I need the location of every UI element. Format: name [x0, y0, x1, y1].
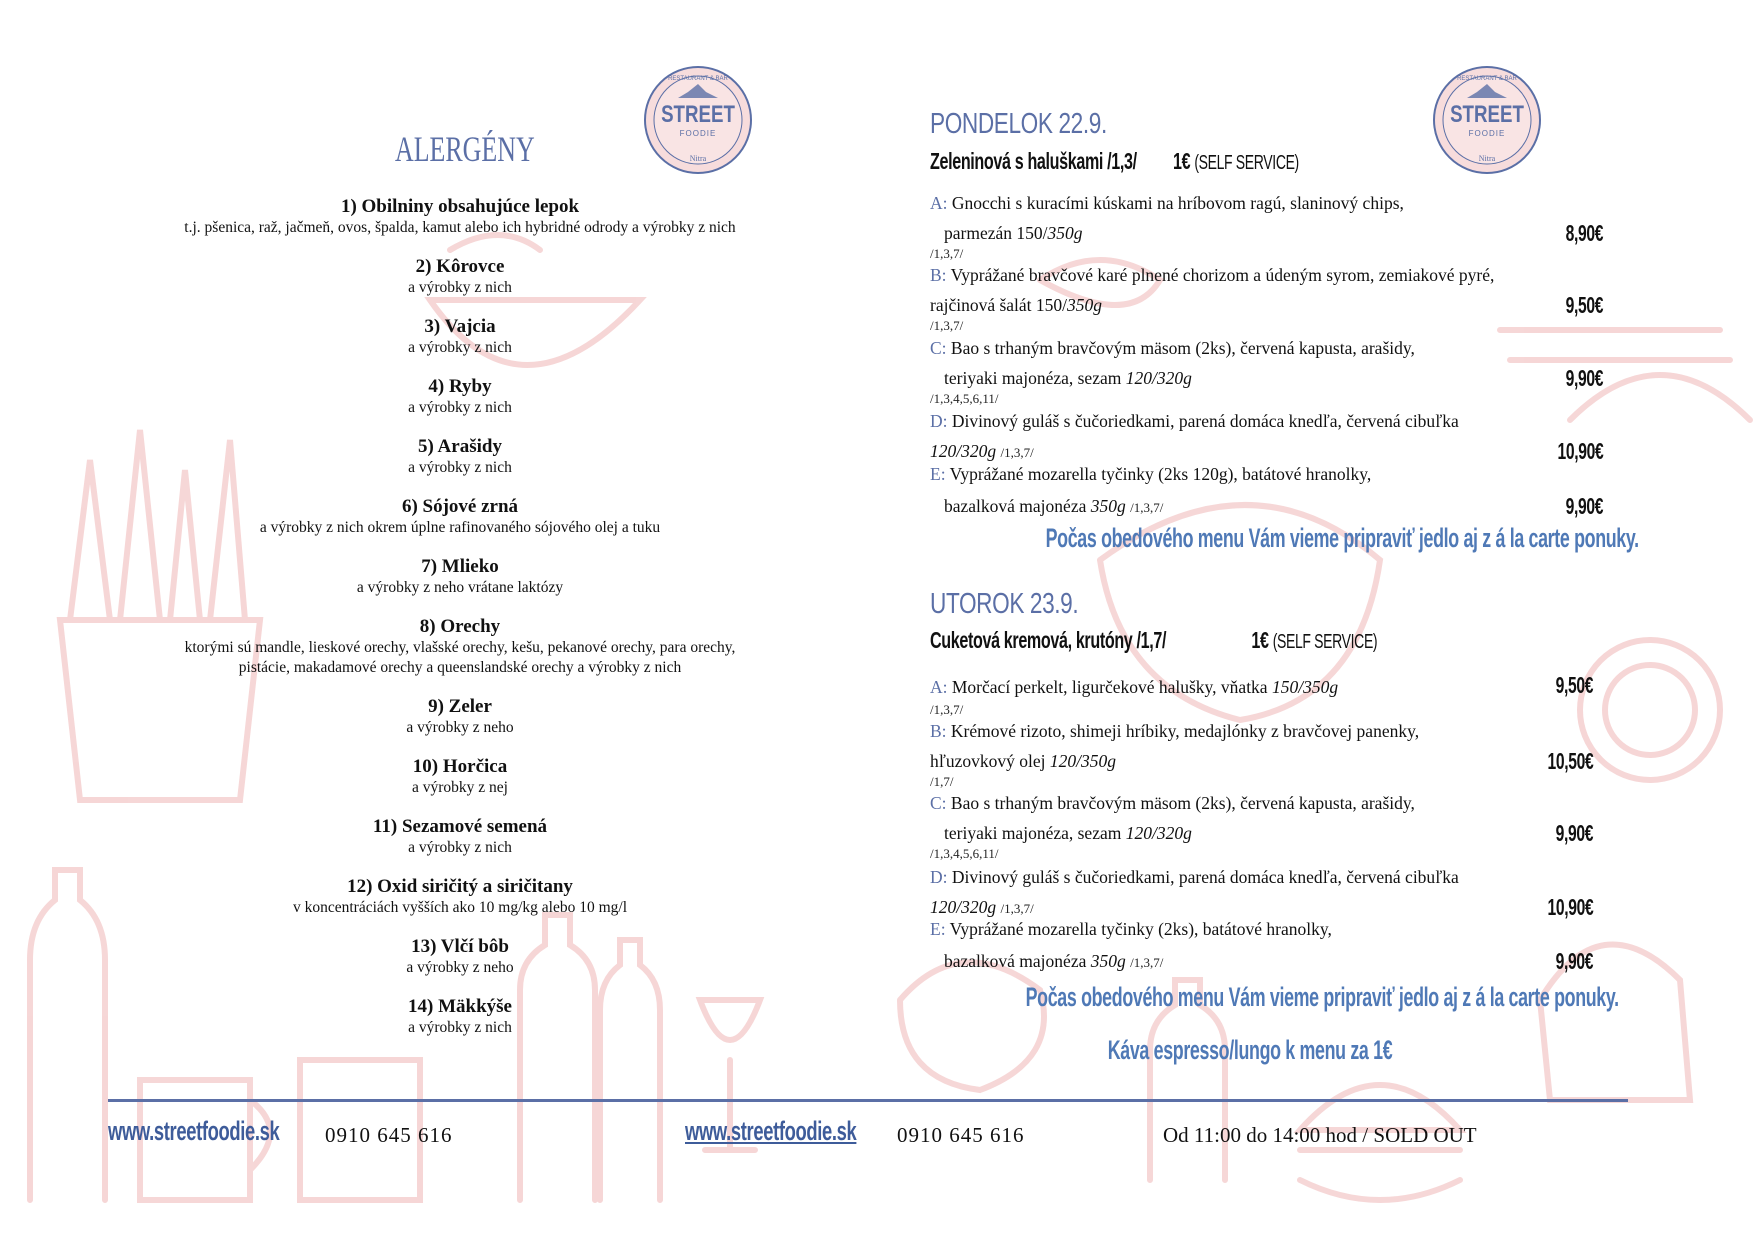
- opening-hours-text: Od 11:00 do 14:00 hod /: [1163, 1123, 1374, 1147]
- dish-allergens: /1,3,7/: [1000, 445, 1034, 460]
- allergen-item: [130, 496, 790, 538]
- dish-price: 9,50€: [1565, 292, 1603, 318]
- dish-description: hľuzovkový olej: [930, 751, 1050, 771]
- dish-line: [930, 720, 1419, 742]
- dish-letter: A:: [930, 677, 948, 697]
- allergen-description: a výrobky z nich: [408, 279, 512, 296]
- tuesday-soup-self-service: (SELF SERVICE): [1272, 631, 1378, 653]
- allergen-description: v koncentráciách vyšších ako 10 mg/kg alebo 10 mg/l: [292, 899, 628, 916]
- dish-letter: C:: [930, 338, 947, 358]
- dish-line: [930, 192, 1404, 214]
- dish-line: [930, 337, 1415, 359]
- dish-weight: 350g: [1067, 295, 1103, 315]
- dish-line-2: [930, 750, 1116, 772]
- dish-line: [930, 463, 1371, 485]
- dish-description: teriyaki majonéza, sezam: [944, 368, 1126, 388]
- allergen-title: 12) Oxid siričitý a siričitany: [347, 876, 573, 897]
- allergen-description: a výrobky z nej: [412, 779, 508, 796]
- allergen-item: [130, 436, 790, 478]
- dish-line-2: [944, 950, 1163, 974]
- dish-name: Vyprážané mozarella tyčinky (2ks 120g), batátové hranolky,: [949, 464, 1372, 484]
- allergen-item: [130, 696, 790, 738]
- dish-letter: D:: [930, 867, 948, 887]
- allergen-title: 2) Kôrovce: [415, 256, 505, 277]
- allergen-description: t.j. pšenica, raž, jačmeň, ovos, špalda, kamut alebo ich hybridné odrody a výrobky z nich: [184, 219, 736, 236]
- dish-line-2: [930, 440, 1034, 464]
- coffee-note: Káva espresso/lungo k menu za 1€: [1107, 1035, 1393, 1065]
- allergen-item: [130, 996, 790, 1038]
- dish-description: teriyaki majonéza, sezam: [944, 823, 1126, 843]
- allergen-title: 8) Orechy: [419, 616, 501, 637]
- street-foodie-logo: [642, 64, 754, 176]
- dish-name: Divinový guláš s čučoriedkami, parená domáca knedľa, červená cibuľka: [951, 867, 1459, 887]
- footer-divider: [108, 1099, 1628, 1102]
- footer-website-link[interactable]: www.streetfoodie.sk: [108, 1116, 280, 1146]
- allergen-title: 11) Sezamové semená: [372, 816, 548, 837]
- dish-description: bazalková majonéza: [944, 951, 1091, 971]
- dish-price: 8,90€: [1565, 220, 1603, 246]
- allergen-item: [130, 936, 790, 978]
- dish-price: 10,50€: [1547, 748, 1593, 774]
- allergen-title: 6) Sójové zrná: [401, 496, 519, 517]
- allergen-description: a výrobky z neho vrátane laktózy: [356, 579, 564, 596]
- tuesday-title: UTOROK 23.9.: [930, 588, 1079, 620]
- dish-allergens: /1,3,7/: [930, 246, 964, 261]
- dish-name: Divinový guláš s čučoriedkami, parená domáca knedľa, červená cibuľka: [951, 411, 1459, 431]
- dish-allergens: /1,3,4,5,6,11/: [930, 391, 999, 406]
- dish-allergens: /1,3,4,5,6,11/: [930, 846, 999, 861]
- allergen-description: a výrobky z nich okrem úplne rafinovaného sójového olej a tuku: [259, 519, 661, 536]
- dish-name: Morčací perkelt, ligurčekové halušky, vňatka: [951, 677, 1272, 697]
- allergen-item: [130, 876, 790, 918]
- allergen-description: a výrobky z nich: [408, 839, 512, 856]
- dish-line-2: [944, 822, 1192, 844]
- dish-weight: 350g: [1090, 496, 1126, 516]
- logo-bottom-text: Nitra: [1478, 154, 1496, 163]
- allergen-item: [130, 616, 790, 678]
- tuesday-soup-name: Cuketová kremová, krutóny /1,7/: [930, 627, 1167, 653]
- dish-letter: D:: [930, 411, 948, 431]
- logo-top-text: RESTAURANT & BAR: [668, 76, 728, 82]
- allergen-title: 14) Mäkkýše: [408, 996, 512, 1017]
- logo-main-text: STREET: [1450, 100, 1524, 128]
- allergen-title: 3) Vajcia: [424, 316, 496, 337]
- dish-allergens: /1,3,7/: [930, 702, 964, 717]
- allergen-item: [130, 756, 790, 798]
- monday-note: Počas obedového menu Vám vieme pripraviť jedlo aj z á la carte ponuky.: [1045, 523, 1639, 553]
- allergen-list: [130, 196, 790, 1056]
- dish-price: 9,90€: [1565, 365, 1603, 391]
- dish-line-2: [944, 367, 1192, 389]
- footer-phone-2: 0910 645 616: [897, 1123, 1025, 1147]
- dish-name: Bao s trhaným bravčovým mäsom (2ks), červená kapusta, arašidy,: [950, 793, 1415, 813]
- logo-top-text: RESTAURANT & BAR: [1457, 76, 1517, 82]
- tuesday-soup: [930, 627, 1377, 654]
- monday-soup-name: Zeleninová s haluškami /1,3/: [930, 148, 1137, 174]
- dish-letter: C:: [930, 793, 947, 813]
- dish-weight: 120/320g: [1125, 368, 1192, 388]
- allergen-title: 10) Horčica: [412, 756, 508, 777]
- monday-soup: [930, 148, 1299, 175]
- dish-name: Gnocchi s kuracími kúskami na hríbovom ragú, slaninový chips,: [951, 193, 1404, 213]
- allergen-description: a výrobky z neho: [406, 959, 514, 976]
- allergen-description: a výrobky z nich: [408, 1019, 512, 1036]
- allergen-item: [130, 196, 790, 238]
- dish-price: 10,90€: [1547, 894, 1593, 920]
- dish-line-2: [944, 495, 1163, 519]
- dish-price: 9,90€: [1565, 493, 1603, 519]
- allergen-item: [130, 256, 790, 298]
- allergen-item: [130, 816, 790, 858]
- dish-allergens: /1,3,7/: [930, 318, 964, 333]
- dish-allergens: /1,3,7/: [1130, 500, 1164, 515]
- dish-line: [930, 792, 1415, 814]
- allergen-description: a výrobky z nich: [408, 339, 512, 356]
- allergen-title: 4) Ryby: [428, 376, 492, 397]
- dish-letter: B:: [930, 721, 947, 741]
- dish-line: [930, 866, 1459, 888]
- logo-main-text: STREET: [661, 100, 735, 128]
- dish-weight: 150/350g: [1271, 677, 1339, 697]
- dish-line: [930, 264, 1494, 286]
- dish-name: Vyprážané bravčové karé plnené chorizom a údeným syrom, zemiakové pyré,: [950, 265, 1495, 285]
- allergen-description-cont: pistácie, makadamové orechy a queenslandské orechy a výrobky z nich: [238, 659, 682, 676]
- dish-weight: 120/320g: [930, 897, 997, 917]
- allergen-title: 7) Mlieko: [421, 556, 499, 577]
- dish-weight: 120/320g: [930, 441, 997, 461]
- dish-price: 9,90€: [1555, 820, 1593, 846]
- dish-price: 9,50€: [1555, 672, 1593, 698]
- allergen-description: a výrobky z nich: [408, 459, 512, 476]
- dish-description: bazalková majonéza: [944, 496, 1091, 516]
- dish-letter: B:: [930, 265, 947, 285]
- allergen-item: [130, 556, 790, 598]
- dish-line-2: [930, 896, 1034, 920]
- monday-soup-self-service: (SELF SERVICE): [1194, 152, 1299, 174]
- dish-line: [930, 918, 1332, 940]
- dish-letter: E:: [930, 464, 946, 484]
- dish-description: parmezán 150/: [944, 223, 1048, 243]
- footer-website-link-2[interactable]: www.streetfoodie.sk: [685, 1116, 857, 1146]
- opening-hours: [1163, 1123, 1477, 1148]
- allergens-title: ALERGÉNY: [395, 129, 535, 169]
- dish-letter: E:: [930, 919, 946, 939]
- dish-weight: 350g: [1047, 223, 1083, 243]
- dish-line-2: [930, 294, 1102, 316]
- allergen-description: ktorými sú mandle, lieskové orechy, vlašské orechy, kešu, pekanové orechy, para orechy,: [184, 639, 736, 656]
- monday-title: PONDELOK 22.9.: [930, 108, 1107, 140]
- tuesday-soup-price: 1€: [1251, 627, 1269, 653]
- dish-weight: 350g: [1090, 951, 1126, 971]
- dish-line: [930, 410, 1459, 432]
- dish-name: Vyprážané mozarella tyčinky (2ks), batátové hranolky,: [949, 919, 1332, 939]
- allergen-title: 9) Zeler: [428, 696, 492, 717]
- logo-sub-text: FOODIE: [1468, 129, 1506, 138]
- tuesday-note: Počas obedového menu Vám vieme pripraviť jedlo aj z á la carte ponuky.: [1025, 982, 1619, 1012]
- dish-line: [930, 676, 1338, 698]
- dish-description: rajčinová šalát 150/: [930, 295, 1068, 315]
- street-foodie-logo-right: [1431, 64, 1543, 176]
- dish-price: 9,90€: [1555, 948, 1593, 974]
- dish-line-2: [944, 222, 1083, 244]
- dish-allergens: /1,3,7/: [1000, 901, 1034, 916]
- allergen-description: a výrobky z neho: [406, 719, 514, 736]
- sold-out-label: SOLD OUT: [1373, 1123, 1477, 1147]
- dish-name: Bao s trhaným bravčovým mäsom (2ks), červená kapusta, arašidy,: [950, 338, 1415, 358]
- allergen-title: 13) Vlčí bôb: [411, 936, 509, 957]
- allergen-item: [130, 316, 790, 358]
- dish-price: 10,90€: [1557, 438, 1603, 464]
- dish-letter: A:: [930, 193, 948, 213]
- dish-weight: 120/350g: [1049, 751, 1116, 771]
- monday-soup-price: 1€: [1172, 148, 1191, 174]
- allergen-title: 1) Obilniny obsahujúce lepok: [340, 196, 580, 217]
- allergen-description: a výrobky z nich: [408, 399, 512, 416]
- allergen-title: 5) Arašidy: [418, 436, 502, 457]
- allergen-item: [130, 376, 790, 418]
- logo-sub-text: FOODIE: [679, 129, 717, 138]
- dish-allergens: /1,7/: [930, 774, 954, 789]
- footer-phone: 0910 645 616: [325, 1123, 453, 1147]
- dish-allergens: /1,3,7/: [1130, 955, 1164, 970]
- logo-bottom-text: Nitra: [689, 154, 707, 163]
- dish-weight: 120/320g: [1125, 823, 1192, 843]
- dish-name: Krémové rizoto, shimeji hríbiky, medajlónky z bravčovej panenky,: [950, 721, 1420, 741]
